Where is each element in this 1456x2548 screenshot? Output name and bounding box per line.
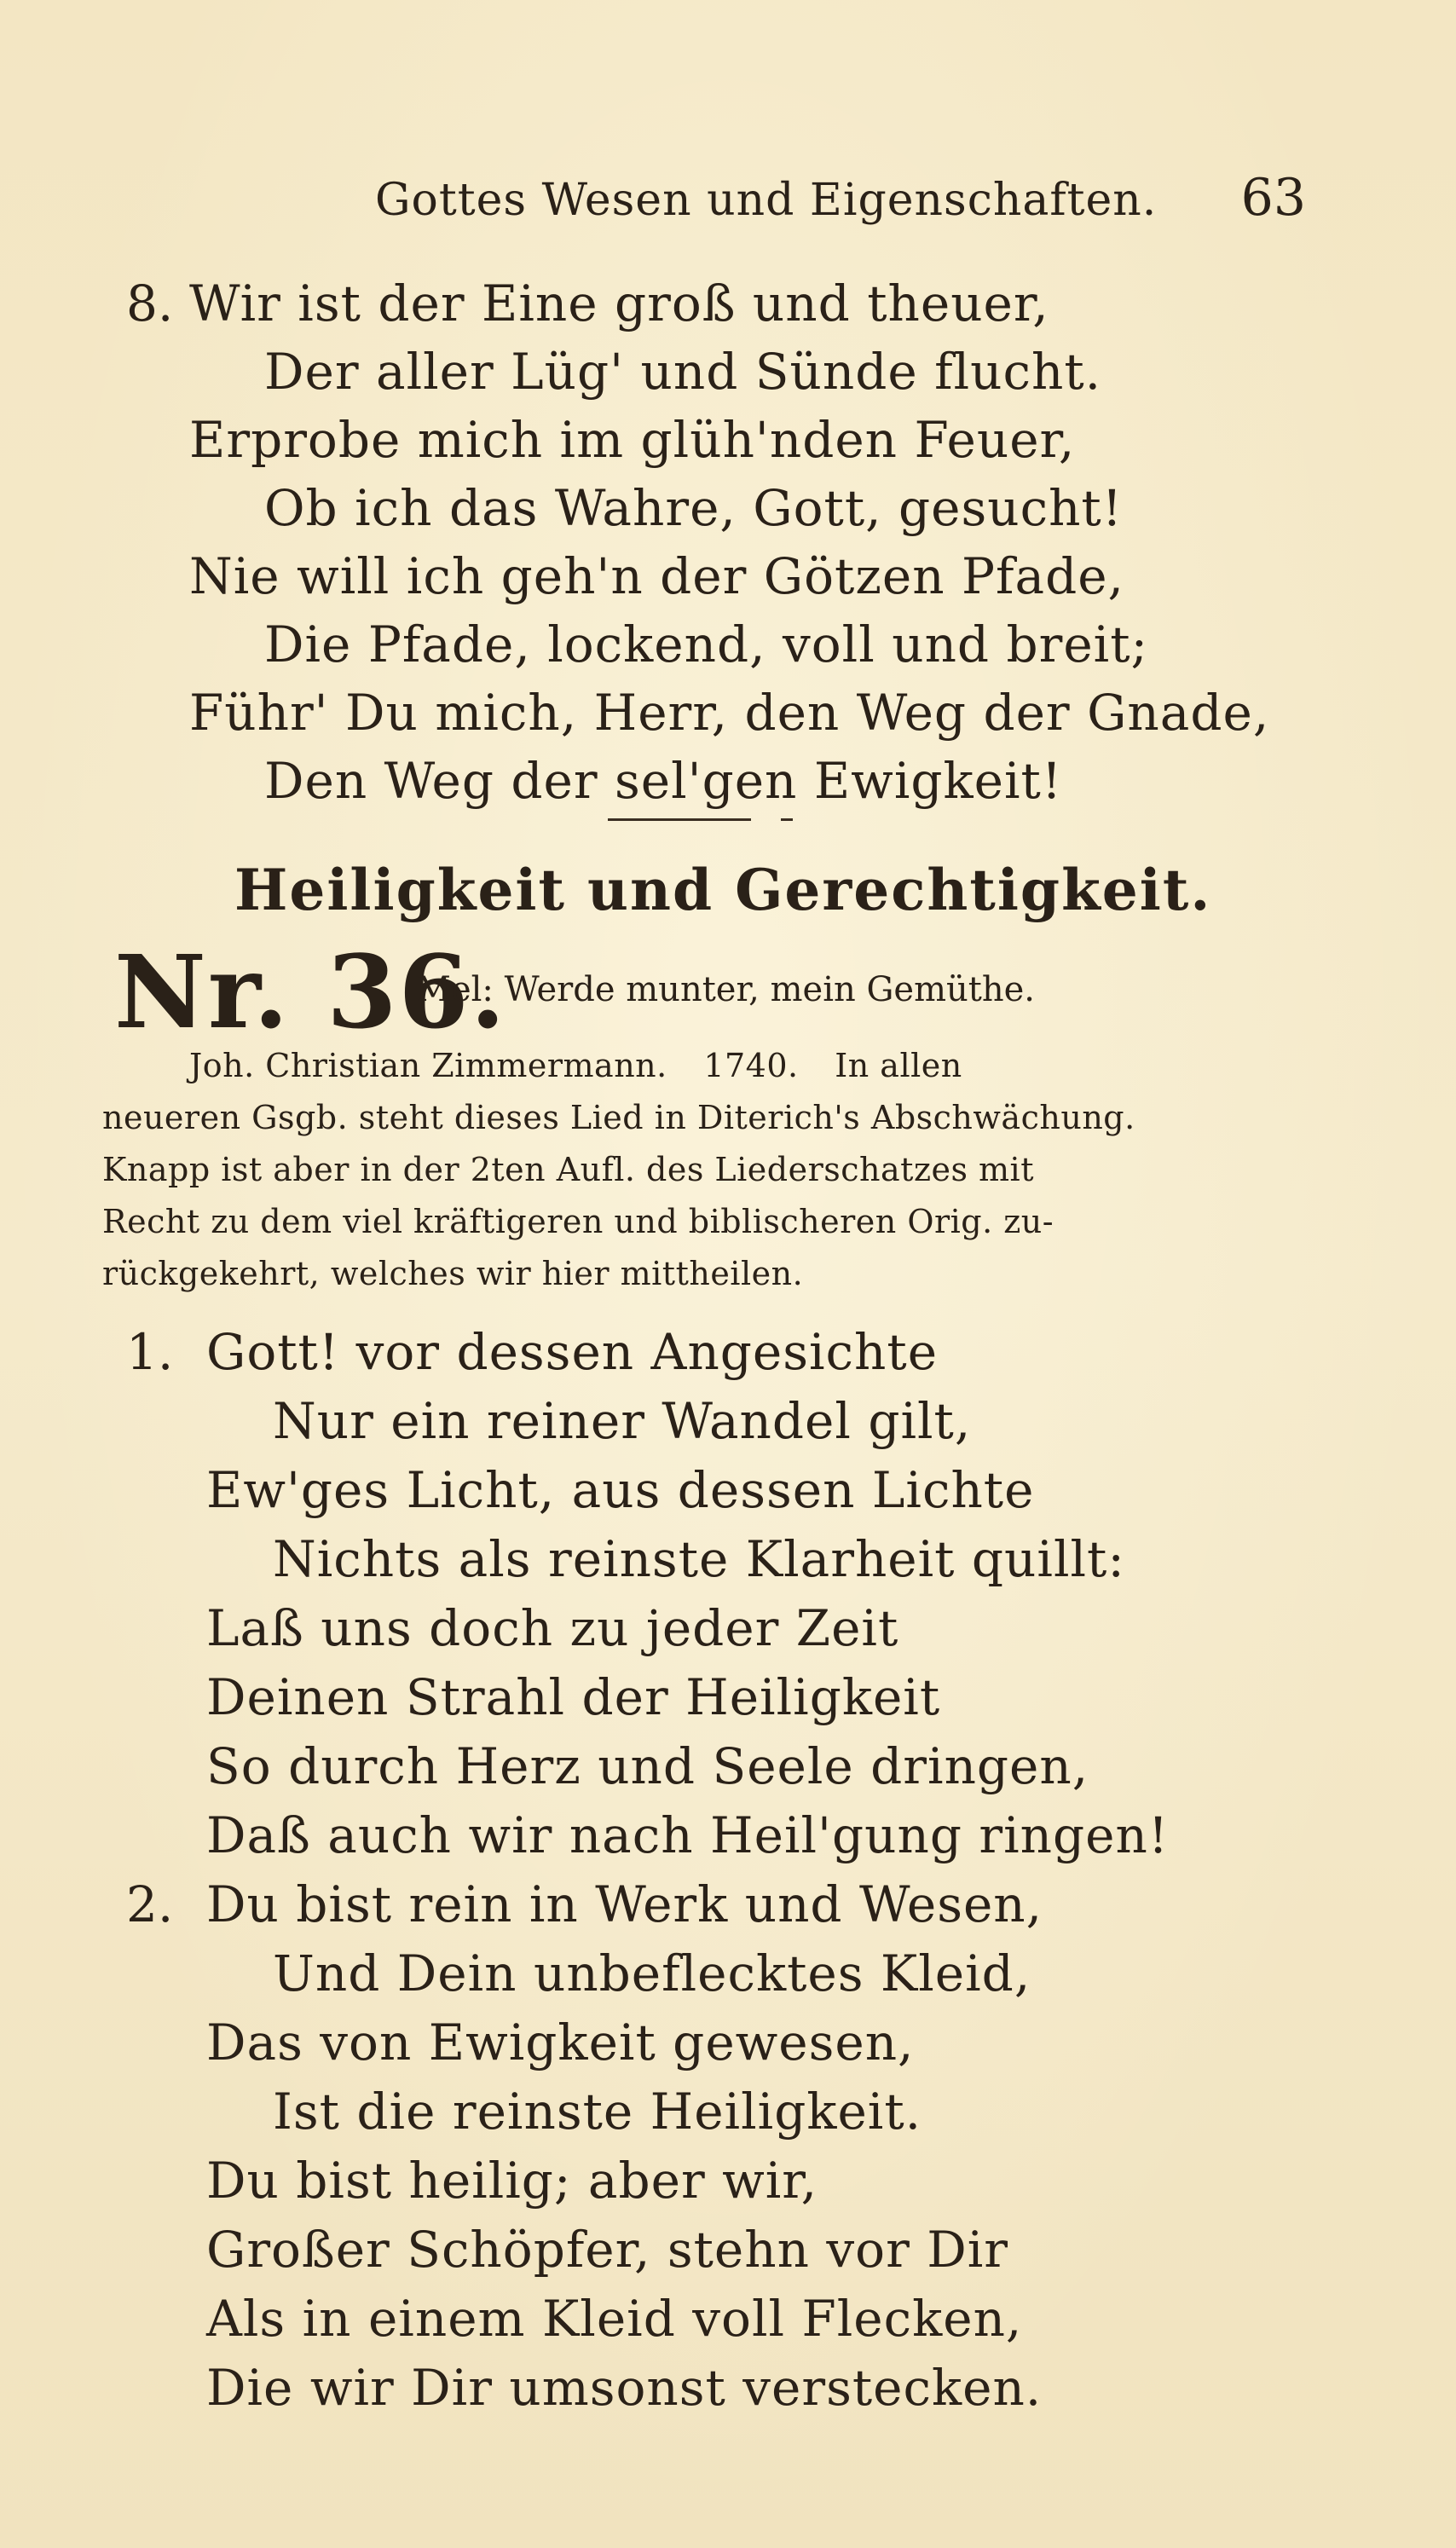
hymn-note-line: rückgekehrt, welches wir hier mittheilen. <box>102 1255 804 1292</box>
verse-line: Die wir Dir umsonst verstecken. <box>206 2359 1043 2417</box>
section-divider <box>608 818 751 821</box>
hymn-note-line: Knapp ist aber in der 2ten Aufl. des Liederschatzes mit <box>102 1151 1034 1188</box>
verse-line: Den Weg der sel'gen Ewigkeit! <box>264 752 1063 810</box>
verse-line: Als in einem Kleid voll Flecken, <box>206 2290 1023 2348</box>
verse-line: Nur ein reiner Wandel gilt, <box>273 1392 972 1450</box>
verse-line: Führ' Du mich, Herr, den Weg der Gnade, <box>189 684 1270 742</box>
verse-line: Und Dein unbeflecktes Kleid, <box>273 1944 1031 2002</box>
hymn-note-line <box>189 1047 1408 1084</box>
section-title: Heiligkeit und Gerechtigkeit. <box>234 857 1212 923</box>
verse-line: Großer Schöpfer, stehn vor Dir <box>206 2221 1009 2279</box>
verse-line: Du bist heilig; aber wir, <box>206 2152 818 2210</box>
verse-line: Gott! vor dessen Angesichte <box>206 1323 939 1381</box>
stanza-number: 8. <box>126 274 174 332</box>
verse-line: Nichts als reinste Klarheit quillt: <box>273 1530 1125 1588</box>
verse-line: Laß uns doch zu jeder Zeit <box>206 1599 899 1657</box>
verse-line: Du bist rein in Werk und Wesen, <box>206 1875 1043 1933</box>
page-number: 63 <box>1240 168 1306 228</box>
hymn-melody: Mel: Werde munter, mein Gemüthe. <box>416 970 1036 1009</box>
hymn-number: Nr. 36. <box>114 933 507 1051</box>
running-title: Gottes Wesen und Eigenschaften. <box>375 175 1158 226</box>
verse-line: Erprobe mich im glüh'nden Feuer, <box>189 411 1076 469</box>
stanza-number: 1. <box>126 1323 174 1381</box>
verse-line: So durch Herz und Seele dringen, <box>206 1737 1089 1795</box>
hymn-author: Joh. Christian Zimmermann. <box>189 1047 667 1084</box>
verse-line: Ist die reinste Heiligkeit. <box>273 2083 922 2141</box>
verse-line: Wir ist der Eine groß und theuer, <box>189 274 1049 332</box>
stanza-number: 2. <box>126 1875 174 1933</box>
verse-line: Daß auch wir nach Heil'gung ringen! <box>206 1806 1170 1864</box>
page-header <box>0 168 1456 234</box>
verse-line: Ob ich das Wahre, Gott, gesucht! <box>264 479 1124 537</box>
verse-line: Der aller Lüg' und Sünde flucht. <box>264 343 1102 401</box>
verse-line: Das von Ewigkeit gewesen, <box>206 2014 915 2071</box>
verse-line: Ew'ges Licht, aus dessen Lichte <box>206 1461 1035 1519</box>
hymn-note-fragment: In allen <box>835 1047 962 1084</box>
verse-line: Deinen Strahl der Heiligkeit <box>206 1668 941 1726</box>
verse-line: Nie will ich geh'n der Götzen Pfade, <box>189 547 1124 605</box>
verse-line: Die Pfade, lockend, voll und breit; <box>264 615 1149 673</box>
hymn-note-line: neueren Gsgb. steht dieses Lied in Diterich's Abschwächung. <box>102 1099 1135 1136</box>
hymn-year: 1740. <box>703 1047 799 1084</box>
hymn-note-line: Recht zu dem viel kräftigeren und biblischeren Orig. zu- <box>102 1203 1054 1240</box>
section-divider-tick <box>781 818 793 821</box>
